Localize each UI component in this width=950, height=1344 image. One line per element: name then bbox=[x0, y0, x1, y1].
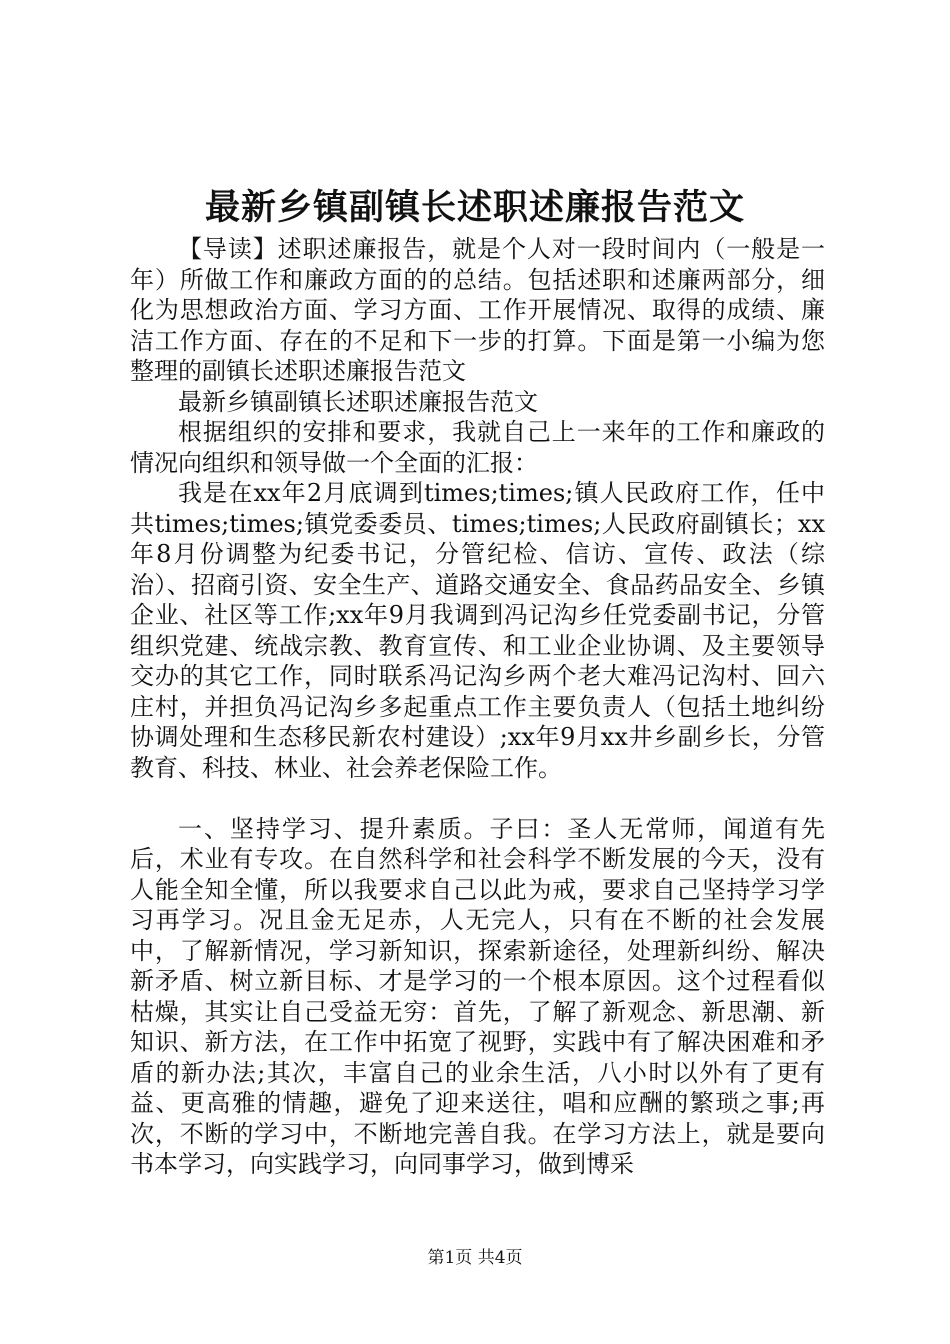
intro-paragraph: 【导读】述职述廉报告，就是个人对一段时间内（一般是一年）所做工作和廉政方面的的总结。包括述职和述廉两部分，细化为思想政治方面、学习方面、工作开展情况、取得的成绩、廉洁工作方面、存在的不足和下一步的打算。下面是第一小编为您整理的副镇长述职述廉报告范文 bbox=[130, 235, 825, 385]
paragraph-gap bbox=[130, 783, 825, 814]
document-title: 最新乡镇副镇长述职述廉报告范文 bbox=[204, 188, 745, 228]
study-paragraph: 一、坚持学习、提升素质。子曰：圣人无常师，闻道有先后，术业有专攻。在自然科学和社会科学不断发展的今天，没有人能全知全懂，所以我要求自己以此为戒，要求自己坚持学习学习再学习。况且金无足赤，人无完人，只有在不断的社会发展中，了解新情况，学习新知识，探索新途径，处理新纠纷、解决新矛盾、树立新目标、才是学习的一个根本原因。这个过程看似枯燥，其实让自己受益无穷：首先，了解了新观念、新思潮、新知识、新方法，在工作中拓宽了视野，实践中有了解决困难和矛盾的新办法;其次，丰富自己的业余生活，八小时以外有了更有益、更高雅的情趣，避免了迎来送往，唱和应酬的繁琐之事;再次，不断的学习中，不断地完善自我。在学习方法上，就是要向书本学习，向实践学习，向同事学习，做到博采 bbox=[130, 814, 825, 1178]
document-body bbox=[130, 234, 825, 1180]
subtitle-paragraph: 最新乡镇副镇长述职述廉报告范文 bbox=[178, 387, 538, 416]
opening-paragraph: 根据组织的安排和要求，我就自己上一来年的工作和廉政的情况向组织和领导做一个全面的汇报： bbox=[130, 418, 825, 477]
page-number: 第1页 共4页 bbox=[427, 1248, 523, 1268]
career-paragraph: 我是在xx年2月底调到times;times;镇人民政府工作，任中共times;times;镇党委委员、times;times;人民政府副镇长；xx年8月份调整为纪委书记，分管纪检、信访、宣传、政法（综治）、招商引资、安全生产、道路交通安全、食品药品安全、乡镇企业、社区等工作;xx年9月我调到冯记沟乡任党委副书记，分管组织党建、统战宗教、教育宣传、和工业企业协调、及主要领导交办的其它工作，同时联系冯记沟乡两个老大难冯记沟村、回六庄村，并担负冯记沟乡多起重点工作主要负责人（包括土地纠纷协调处理和生态移民新农村建设）;xx年9月xx井乡副乡长，分管教育、科技、林业、社会养老保险工作。 bbox=[130, 479, 825, 782]
